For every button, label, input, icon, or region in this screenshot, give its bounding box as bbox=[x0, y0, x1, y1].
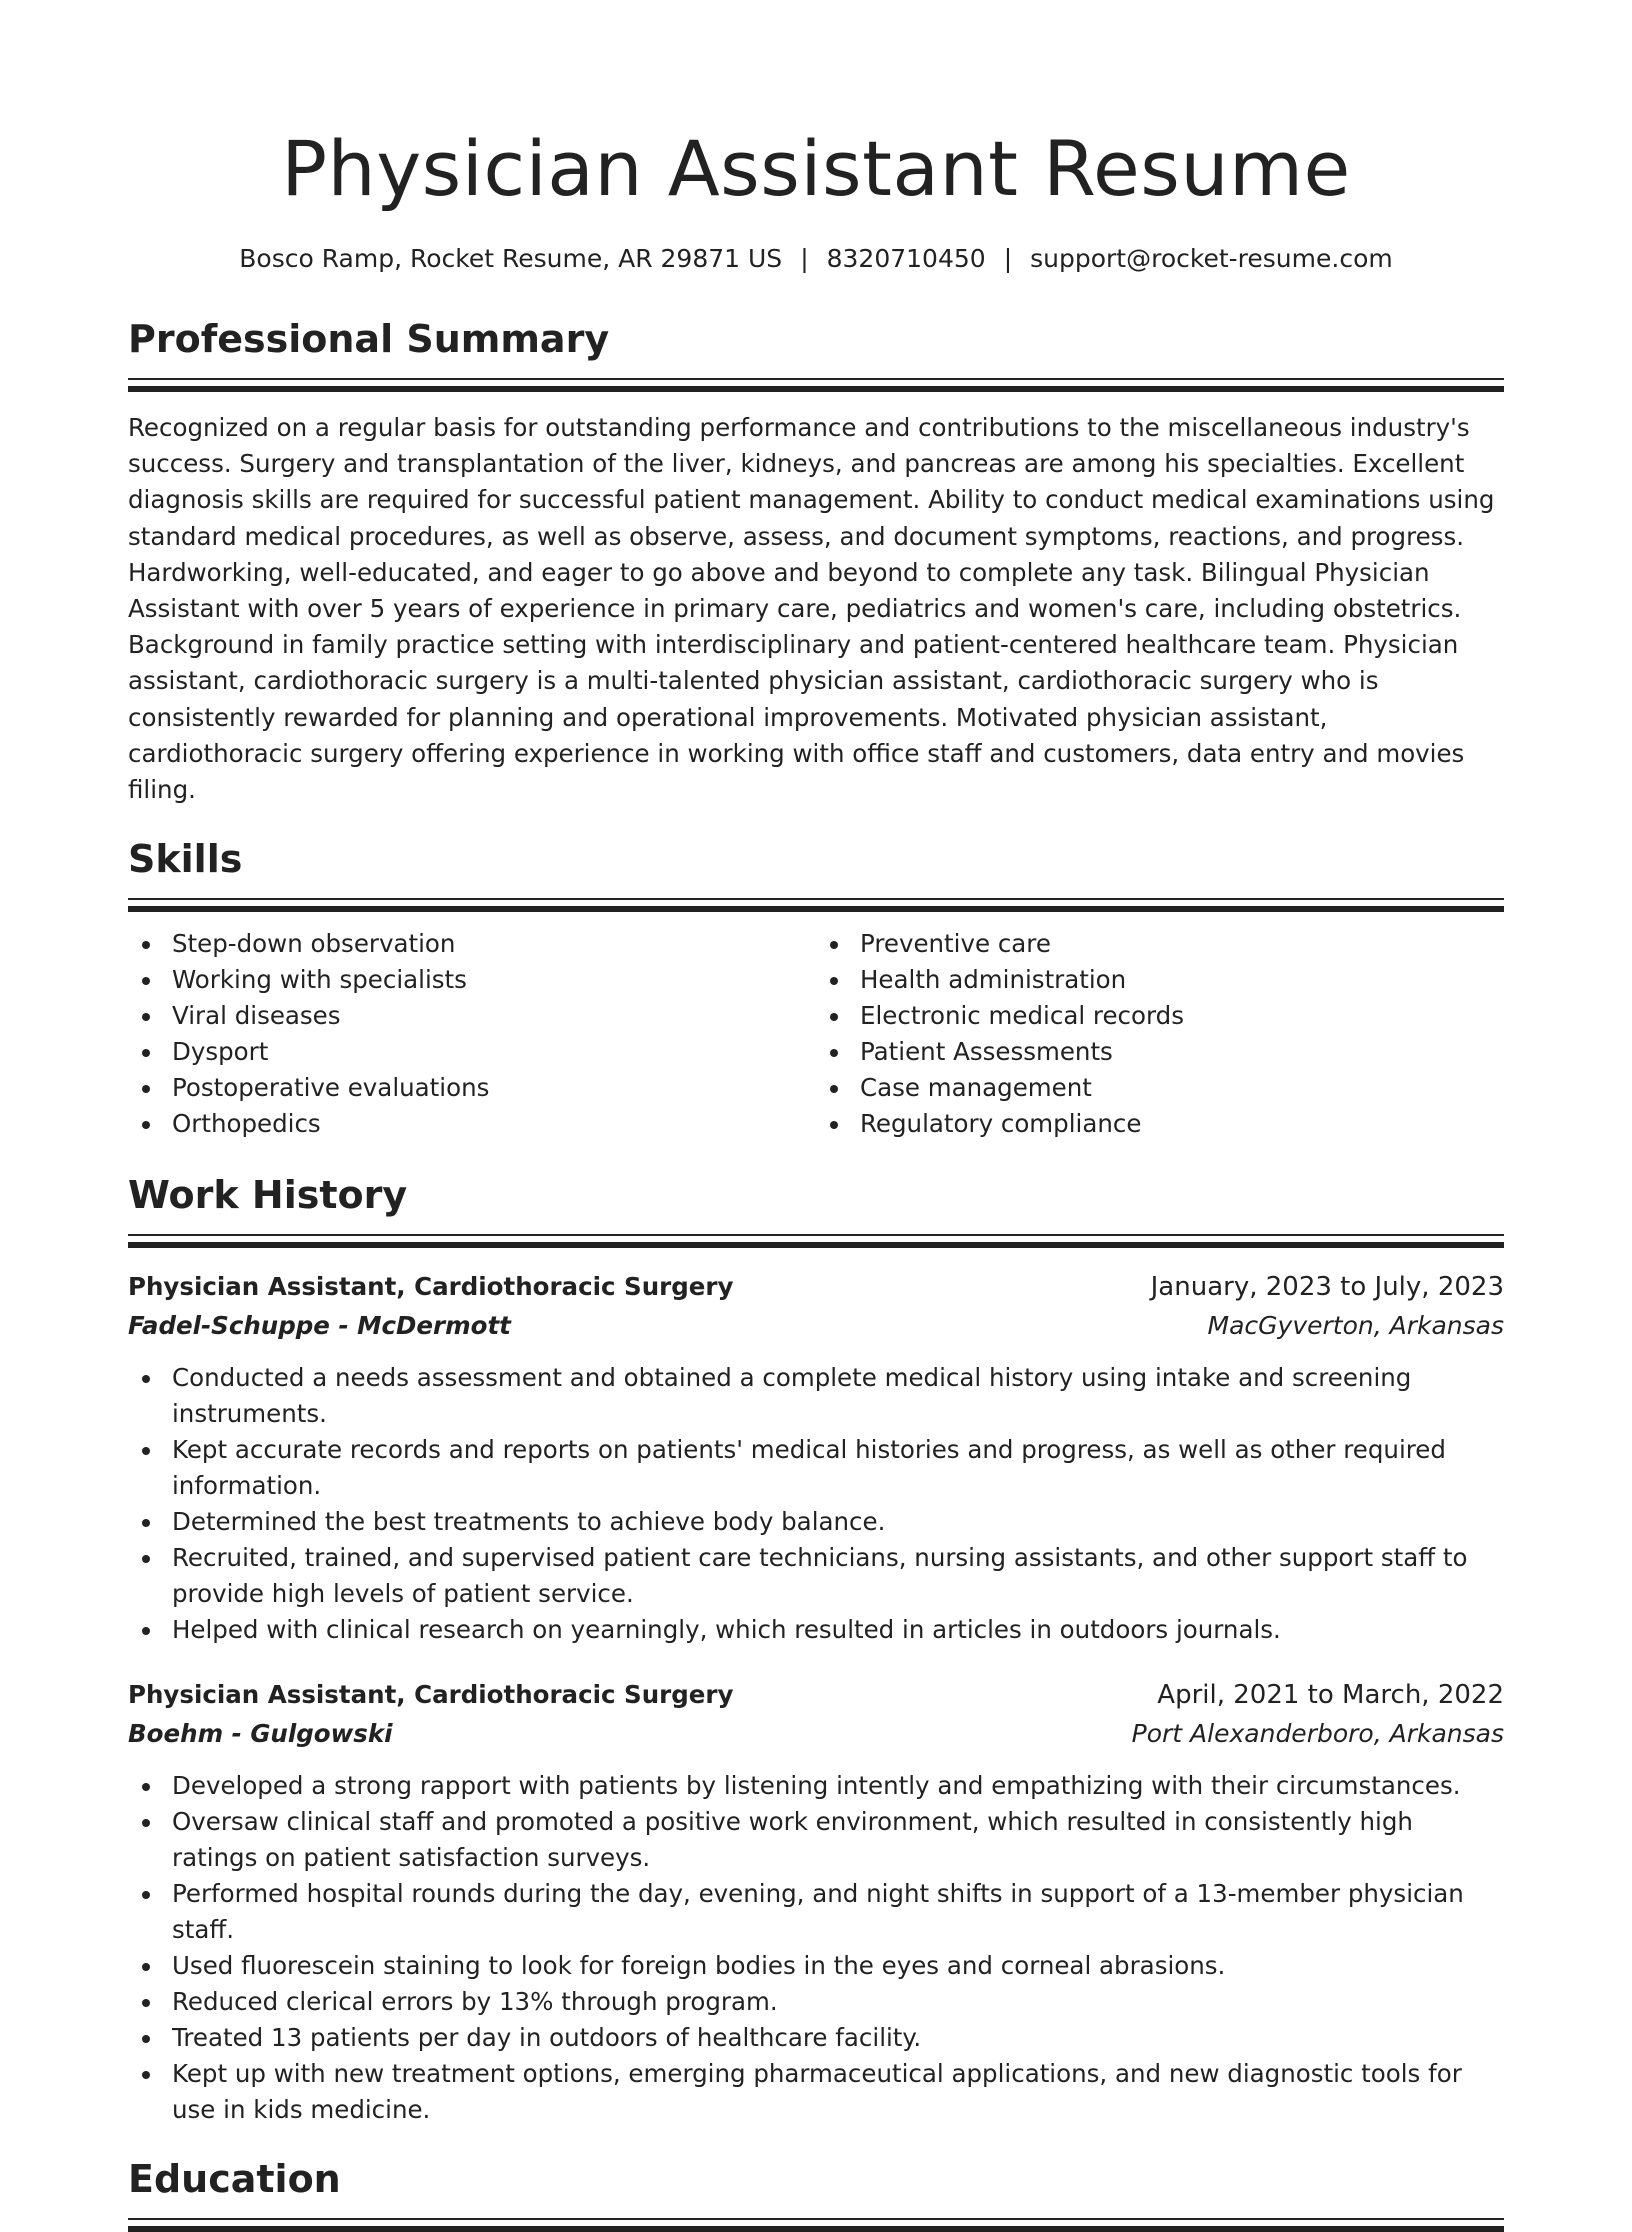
education-section bbox=[128, 2156, 1504, 2232]
job-location: Port Alexanderboro, Arkansas bbox=[1131, 1719, 1504, 1749]
job-location: MacGyverton, Arkansas bbox=[1207, 1311, 1504, 1341]
skill-item: Step-down observation bbox=[128, 926, 816, 962]
skills-section bbox=[128, 836, 1504, 1142]
job-company: Fadel-Schuppe - McDermott bbox=[128, 1311, 511, 1341]
job-dates: April, 2021 to March, 2022 bbox=[1157, 1680, 1504, 1711]
job-title: Physician Assistant, Cardiothoracic Surgery bbox=[128, 1680, 734, 1710]
summary-section bbox=[128, 316, 1504, 808]
skill-item: Health administration bbox=[816, 962, 1504, 998]
contact-phone: 8320710450 bbox=[826, 244, 986, 273]
job-company: Boehm - Gulgowski bbox=[128, 1719, 393, 1749]
duty-item: Recruited, trained, and supervised patient care technicians, nursing assistants, and other support staff to provide high levels of patient service. bbox=[128, 1540, 1504, 1612]
skills-heading: Skills bbox=[128, 837, 243, 882]
job-dates: January, 2023 to July, 2023 bbox=[1150, 1272, 1504, 1303]
job-title: Physician Assistant, Cardiothoracic Surgery bbox=[128, 1272, 734, 1302]
skill-item: Viral diseases bbox=[128, 998, 816, 1034]
skill-item: Preventive care bbox=[816, 926, 1504, 962]
duty-item: Conducted a needs assessment and obtained a complete medical history using intake and screening instruments. bbox=[128, 1360, 1504, 1432]
duty-item: Kept accurate records and reports on patients' medical histories and progress, as well as other required information. bbox=[128, 1432, 1504, 1504]
job-company-row bbox=[128, 1714, 1504, 1754]
duty-item: Treated 13 patients per day in outdoors of healthcare facility. bbox=[128, 2020, 1504, 2056]
skill-item: Electronic medical records bbox=[816, 998, 1504, 1034]
section-divider bbox=[128, 378, 1504, 392]
summary-heading: Professional Summary bbox=[128, 317, 610, 361]
skill-item: Orthopedics bbox=[128, 1106, 816, 1142]
skill-item: Patient Assessments bbox=[816, 1034, 1504, 1070]
duty-item: Determined the best treatments to achieve body balance. bbox=[128, 1504, 1504, 1540]
resume-title: Physician Assistant Resume bbox=[281, 124, 1351, 213]
job-entry bbox=[128, 1676, 1504, 2128]
job-company-row bbox=[128, 1306, 1504, 1346]
contact-line bbox=[128, 242, 1504, 276]
skill-item: Working with specialists bbox=[128, 962, 816, 998]
duty-item: Kept up with new treatment options, emerging pharmaceutical applications, and new diagnostic tools for use in kids medicine. bbox=[128, 2056, 1504, 2128]
job-duties bbox=[128, 1768, 1504, 2128]
skills-grid bbox=[128, 926, 1504, 1142]
work-history-section bbox=[128, 1172, 1504, 2128]
job-header-row bbox=[128, 1676, 1504, 1714]
skill-item: Regulatory compliance bbox=[816, 1106, 1504, 1142]
section-divider bbox=[128, 898, 1504, 912]
skills-column-right bbox=[816, 926, 1504, 1142]
skill-item: Postoperative evaluations bbox=[128, 1070, 816, 1106]
skills-column-left bbox=[128, 926, 816, 1142]
duty-item: Helped with clinical research on yearningly, which resulted in articles in outdoors journals. bbox=[128, 1612, 1504, 1648]
duty-item: Developed a strong rapport with patients by listening intently and empathizing with their circumstances. bbox=[128, 1768, 1504, 1804]
section-divider bbox=[128, 2218, 1504, 2232]
duty-item: Oversaw clinical staff and promoted a positive work environment, which resulted in consistently high ratings on patient satisfaction surveys. bbox=[128, 1804, 1504, 1876]
contact-separator: | bbox=[1003, 244, 1013, 273]
skill-item: Dysport bbox=[128, 1034, 816, 1070]
duty-item: Performed hospital rounds during the day, evening, and night shifts in support of a 13-member physician staff. bbox=[128, 1876, 1504, 1948]
job-duties bbox=[128, 1360, 1504, 1648]
skill-item: Case management bbox=[816, 1070, 1504, 1106]
job-entry bbox=[128, 1268, 1504, 1648]
summary-text: Recognized on a regular basis for outstanding performance and contributions to the miscellaneous industry's success. Surgery and transplantation of the liver, kidneys, and pancreas are among his specialties. Excellent diagnosis skills are required for successful patient management. Ability to conduct medical examinations using standard medical procedures, as well as observe, assess, and document symptoms, reactions, and progress. Hardworking, well-educated, and eager to go above and beyond to complete any task. Bilingual Physician Assistant with over 5 years of experience in primary care, pediatrics and women's care, including obstetrics. Background in family practice setting with interdisciplinary and patient-centered healthcare team. Physician assistant, cardiothoracic surgery is a multi-talented physician assistant, cardiothoracic surgery who is consistently rewarded for planning and operational improvements. Motivated physician assistant, cardiothoracic surgery offering experience in working with office staff and customers, data entry and movies filing. bbox=[128, 413, 1495, 805]
contact-address: Bosco Ramp, Rocket Resume, AR 29871 US bbox=[239, 244, 783, 273]
contact-separator: | bbox=[800, 244, 809, 273]
section-divider bbox=[128, 1234, 1504, 1248]
education-heading: Education bbox=[128, 2157, 341, 2202]
work-history-heading: Work History bbox=[128, 1173, 408, 1218]
job-header-row bbox=[128, 1268, 1504, 1306]
duty-item: Reduced clerical errors by 13% through program. bbox=[128, 1984, 1504, 2020]
contact-email[interactable]: support@rocket-resume.com bbox=[1030, 244, 1393, 273]
duty-item: Used fluorescein staining to look for foreign bodies in the eyes and corneal abrasions. bbox=[128, 1948, 1504, 1984]
